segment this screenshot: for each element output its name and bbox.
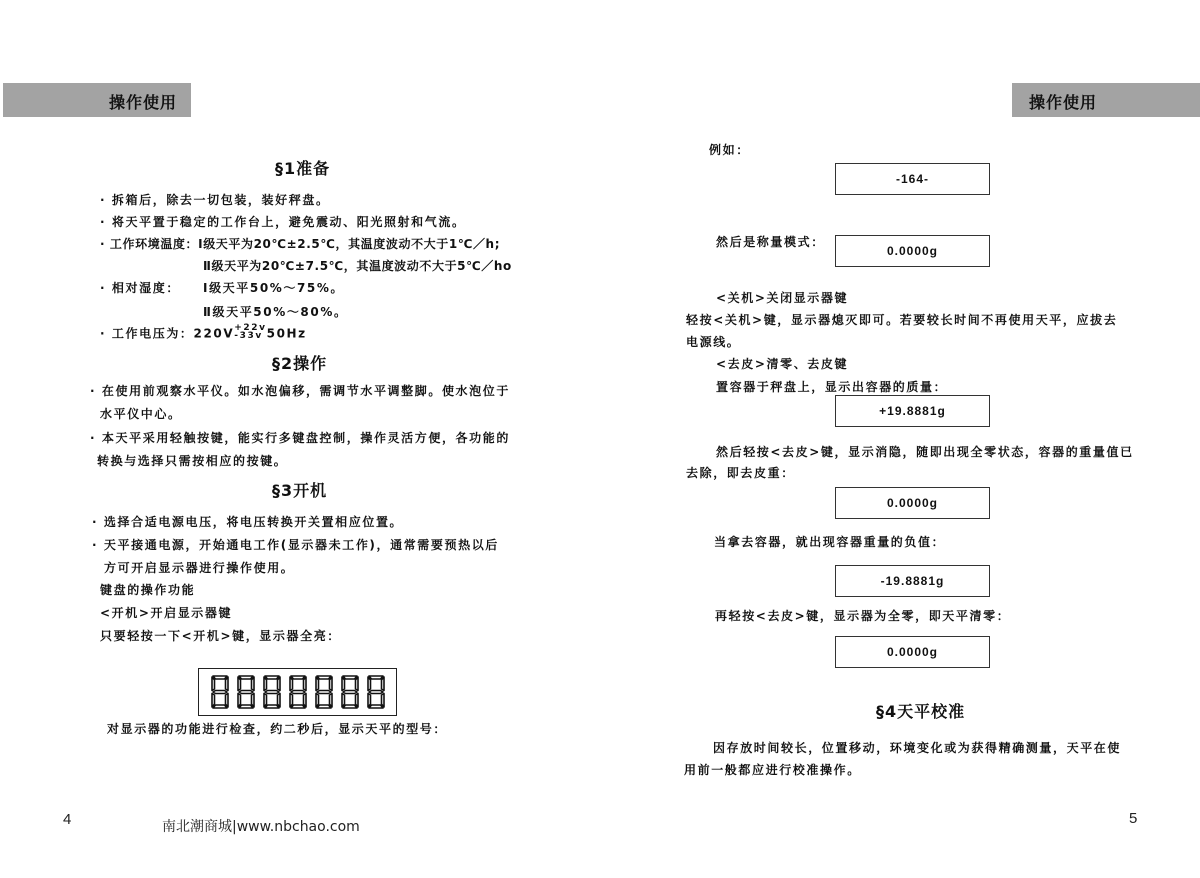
section3-heading: §3开机: [272, 481, 328, 500]
press-tare-again-text: 再轻按<去皮>键，显示器为全零，即天平清零：: [715, 609, 1011, 623]
seven-segment-digit-icon: [209, 674, 231, 710]
section3-item-2: · 天平接通电源，开始通电工作(显示器未工作)，通常需要预热以后: [92, 538, 499, 552]
right-header-banner: [1012, 83, 1200, 117]
section1-item-1: · 拆箱后，除去一切包装，装好秤盘。: [100, 193, 330, 207]
weigh-mode-label: 然后是称量模式：: [716, 235, 825, 249]
section3-item-1: · 选择合适电源电压，将电压转换开关置相应位置。: [92, 515, 404, 529]
seven-segment-digit-icon: [261, 674, 283, 710]
seven-segment-digit-icon: [287, 674, 309, 710]
tare-line2: 去除，即去皮重：: [686, 466, 795, 480]
section1-item-2: · 将天平置于稳定的工作台上，避免震动、阳光照射和气流。: [100, 215, 466, 229]
section4-heading: §4天平校准: [876, 702, 966, 721]
section3-item-4: 键盘的操作功能: [100, 583, 196, 597]
tare-key-title: <去皮>清零、去皮键: [716, 357, 849, 371]
section1-item-3: · 工作环境温度：Ⅰ级天平为20℃±2.5℃，其温度波动不大于1℃／h;: [100, 237, 501, 251]
section4-line2: 用前一般都应进行校准操作。: [684, 763, 861, 777]
seven-segment-digit-icon: [339, 674, 361, 710]
section4-line1: 因存放时间较长，位置移动，环境变化或为获得精确测量，天平在使: [713, 741, 1122, 755]
section3-item-5: <开机>开启显示器键: [100, 606, 233, 620]
section2-item-2: 水平仪中心。: [100, 407, 182, 421]
off-key-line1: 轻按<关机>键，显示器熄灭即可。若要较长时间不再使用天平，应拔去: [686, 313, 1118, 327]
off-key-title: <关机>关闭显示器键: [716, 291, 849, 305]
section1-item-7: Ⅱ级天平50%～80%。: [203, 305, 348, 319]
section1-item-6: Ⅰ级天平50%～75%。: [203, 281, 345, 295]
right-page-number: 5: [1129, 810, 1138, 827]
lcd-full-display: [198, 668, 397, 716]
section1-voltage: [100, 323, 307, 342]
off-key-line2: 电源线。: [686, 335, 741, 349]
seven-segment-digit-icon: [313, 674, 335, 710]
section3-after-display: 对显示器的功能进行检查，约二秒后，显示天平的型号：: [107, 722, 448, 736]
section2-item-3: · 本天平采用轻触按键，能实行多键盘控制，操作灵活方便，各功能的: [90, 431, 510, 445]
tare-line1: 然后轻按<去皮>键，显示消隐，随即出现全零状态，容器的重量值已: [716, 445, 1134, 459]
section1-item-5: · 相对湿度：: [100, 281, 180, 295]
voltage-label: · 工作电压为：220V: [100, 326, 235, 341]
voltage-minus: -33v: [234, 331, 263, 341]
voltage-tolerance: [234, 324, 266, 340]
section3-item-6: 只要轻按一下<开机>键，显示器全亮：: [100, 629, 341, 643]
section2-heading: §2操作: [272, 354, 328, 373]
tared-display-box: 0.0000g: [835, 487, 990, 519]
left-header-banner: [3, 83, 191, 117]
section2-item-1: · 在使用前观察水平仪。如水泡偏移，需调节水平调整脚。使水泡位于: [90, 384, 510, 398]
model-display-box: -164-: [835, 163, 990, 195]
section1-item-4: Ⅱ级天平为20℃±7.5℃，其温度波动不大于5℃／ho: [203, 259, 512, 273]
voltage-plus: +22v: [234, 323, 267, 333]
left-page-number: 4: [63, 811, 72, 828]
footer-watermark: 南北潮商城|www.nbchao.com: [162, 819, 360, 835]
voltage-suffix: 50Hz: [266, 326, 307, 341]
weigh-mode-display-box: 0.0000g: [835, 235, 990, 267]
seven-segment-digit-icon: [365, 674, 387, 710]
seven-segment-digit-icon: [235, 674, 257, 710]
right-banner-title: 操作使用: [1029, 93, 1098, 112]
section3-item-3: 方可开启显示器进行操作使用。: [104, 561, 295, 575]
tare-place-container: 置容器于秤盘上，显示出容器的质量：: [716, 380, 948, 394]
negative-weight-display-box: -19.8881g: [835, 565, 990, 597]
section2-item-4: 转换与选择只需按相应的按键。: [97, 454, 288, 468]
container-weight-display-box: +19.8881g: [835, 395, 990, 427]
section1-heading: §1准备: [275, 159, 331, 178]
zero-display-box: 0.0000g: [835, 636, 990, 668]
example-label: 例如：: [709, 143, 750, 157]
left-banner-title: 操作使用: [109, 93, 178, 112]
remove-container-text: 当拿去容器，就出现容器重量的负值：: [714, 535, 946, 549]
